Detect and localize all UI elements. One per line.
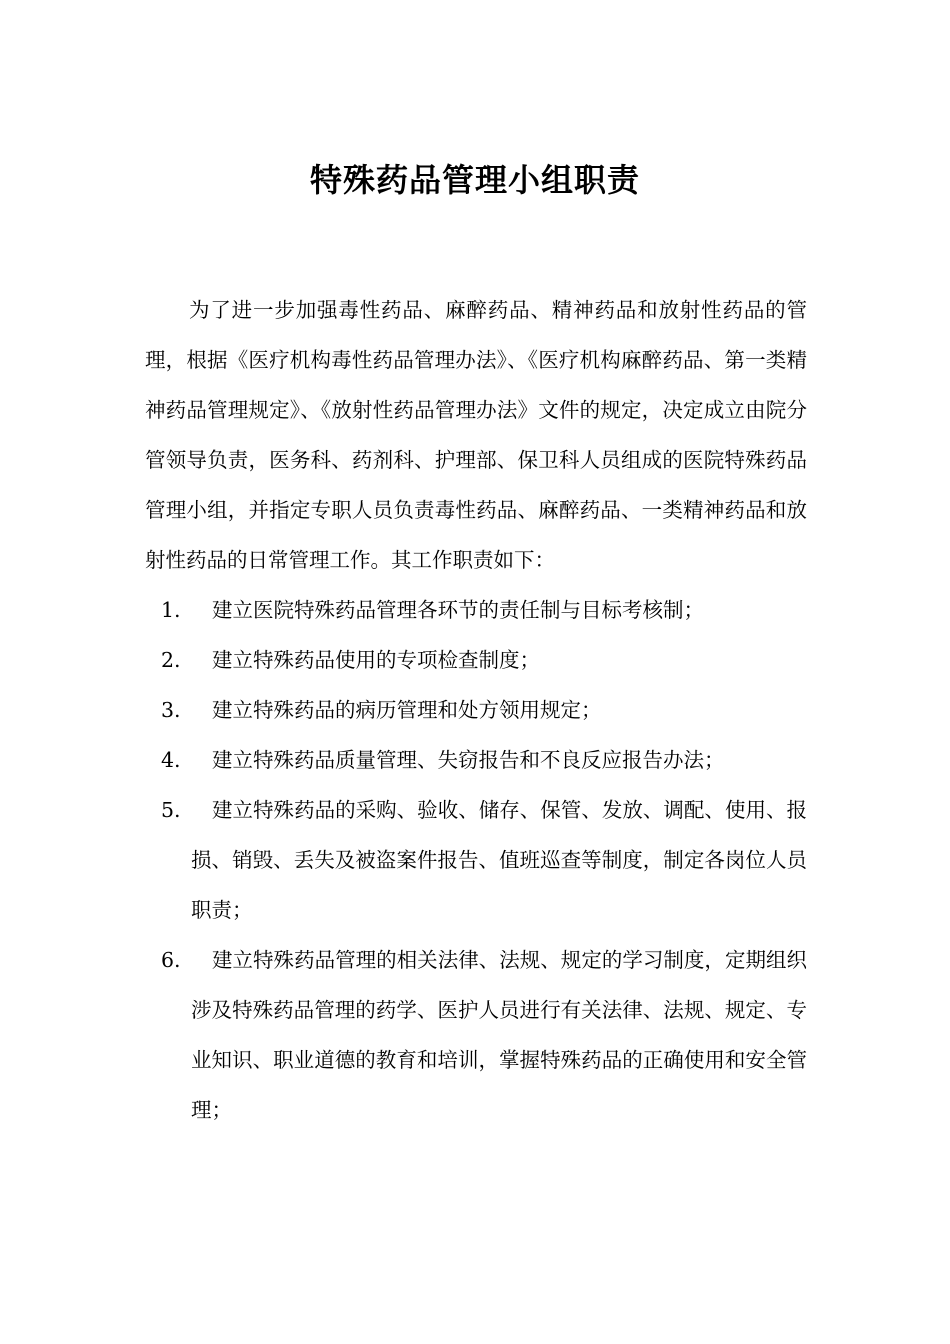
duty-list xyxy=(145,585,807,1135)
duty-item-6 xyxy=(145,935,807,1135)
duty-text: 建立特殊药品管理的相关法律、法规、规定的学习制度，定期组织涉及特殊药品管理的药学、医护人员进行有关法律、法规、规定、专业知识、职业道德的教育和培训，掌握特殊药品的正确使用和安全管理； xyxy=(191,948,807,1122)
duty-item-3 xyxy=(145,685,807,735)
intro-paragraph: 为了进一步加强毒性药品、麻醉药品、精神药品和放射性药品的管理，根据《医疗机构毒性药品管理办法》、《医疗机构麻醉药品、第一类精神药品管理规定》、《放射性药品管理办法》文件的规定，决定成立由院分管领导负责，医务科、药剂科、护理部、保卫科人员组成的医院特殊药品管理小组，并指定专职人员负责毒性药品、麻醉药品、一类精神药品和放射性药品的日常管理工作。其工作职责如下： xyxy=(145,298,807,572)
duty-number: 1. xyxy=(161,598,181,622)
duty-text: 建立特殊药品的采购、验收、储存、保管、发放、调配、使用、报损、销毁、丢失及被盗案件报告、值班巡查等制度，制定各岗位人员职责； xyxy=(191,798,807,922)
duty-text: 建立特殊药品使用的专项检查制度； xyxy=(212,648,540,672)
duty-number: 2. xyxy=(161,648,181,672)
duty-item-4 xyxy=(145,735,807,785)
duty-text: 建立医院特殊药品管理各环节的责任制与目标考核制； xyxy=(212,598,704,622)
document-title: 特殊药品管理小组职责 xyxy=(309,161,640,199)
duty-text: 建立特殊药品的病历管理和处方领用规定； xyxy=(212,698,602,722)
document-body xyxy=(145,285,807,1135)
duty-number: 5. xyxy=(161,798,181,822)
duty-text: 建立特殊药品质量管理、失窃报告和不良反应报告办法； xyxy=(212,748,725,772)
duty-item-5 xyxy=(145,785,807,935)
duty-number: 4. xyxy=(161,748,181,772)
duty-number: 3. xyxy=(161,698,181,722)
duty-number: 6. xyxy=(161,948,181,972)
duty-item-1 xyxy=(145,585,807,635)
duty-item-2 xyxy=(145,635,807,685)
